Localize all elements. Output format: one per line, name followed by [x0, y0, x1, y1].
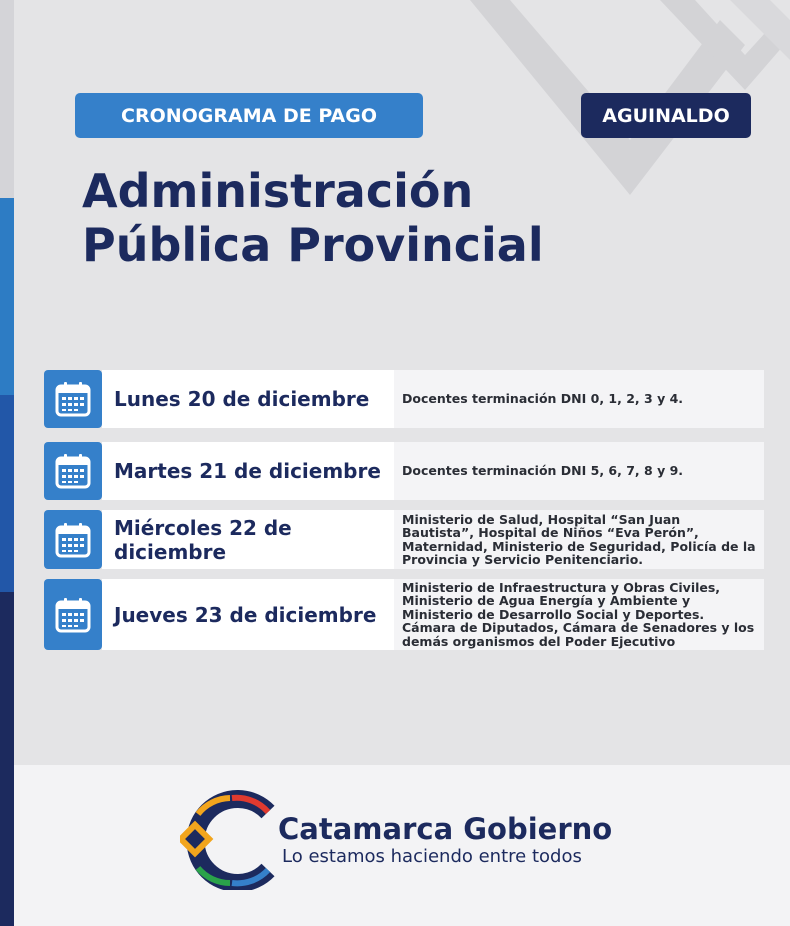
schedule-description: Docentes terminación DNI 0, 1, 2, 3 y 4. [394, 370, 764, 428]
side-stripe [0, 592, 14, 926]
schedule-description: Docentes terminación DNI 5, 6, 7, 8 y 9. [394, 442, 764, 500]
title-line-2: Pública Provincial [82, 218, 544, 272]
catamarca-logo-icon [180, 790, 276, 890]
schedule-description: Ministerio de Infraestructura y Obras Civiles, Ministerio de Agua Energía y Ambiente y Ministerio de Desarrollo Social y Deportes. Cámara de Diputados, Cámara de Senadores y los demás organismos del Poder Ejecutivo [394, 579, 764, 650]
page-title [82, 164, 544, 272]
bonus-badge: AGUINALDO [581, 93, 751, 138]
calendar-icon [44, 442, 102, 500]
calendar-icon [44, 510, 102, 569]
schedule-date: Lunes 20 de diciembre [102, 370, 394, 428]
brand-slogan: Lo estamos haciendo entre todos [282, 846, 582, 867]
side-stripe [0, 395, 14, 592]
calendar-icon [44, 370, 102, 428]
side-stripe [0, 0, 14, 198]
side-stripe [0, 198, 14, 395]
schedule-date: Jueves 23 de diciembre [102, 579, 394, 650]
schedule-row [44, 510, 764, 569]
calendar-icon [44, 579, 102, 650]
title-line-1: Administración [82, 164, 474, 218]
schedule-description: Ministerio de Salud, Hospital “San Juan Bautista”, Hospital de Niños “Eva Perón”, Maternidad, Ministerio de Seguridad, Policía de la Provincia y Servicio Penitenciario. [394, 510, 764, 569]
schedule-date: Miércoles 22 de diciembre [102, 510, 394, 569]
schedule-row [44, 442, 764, 500]
schedule-badge: CRONOGRAMA DE PAGO [75, 93, 423, 138]
schedule-row [44, 579, 764, 650]
schedule-row [44, 370, 764, 428]
schedule-date: Martes 21 de diciembre [102, 442, 394, 500]
brand-name: Catamarca Gobierno [278, 812, 613, 846]
